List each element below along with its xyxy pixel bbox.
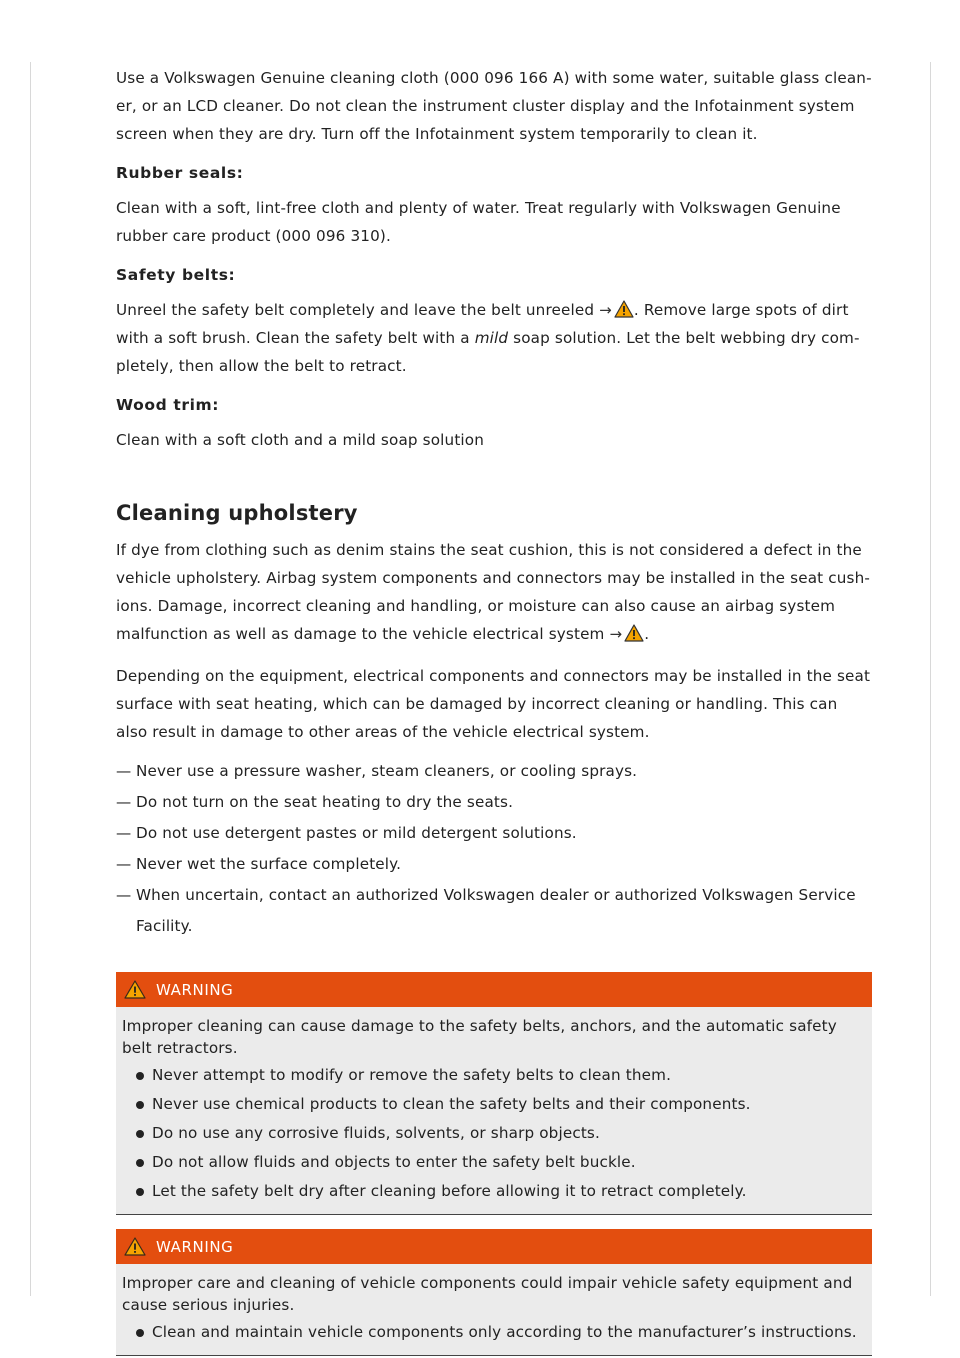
- warning-label: WARNING: [156, 1237, 234, 1256]
- upholstery-steps-list: [116, 756, 872, 942]
- cleaning-cloth-paragraph: Use a Volkswagen Genuine cleaning cloth (000 096 166 A) with some water, suitable glass cleaner, or an LCD cleaner. Do not clean the instrument cluster display and the Infotainment system screen when they are dry. Turn off the Infotainment system temporarily to clean it.: [116, 69, 872, 143]
- list-item: — Never use a pressure washer, steam cleaners, or cooling sprays.: [116, 762, 638, 780]
- reference-arrow-icon: →: [599, 301, 612, 319]
- warning-text: Improper care and cleaning of vehicle components could impair vehicle safety equipment and cause serious injuries.: [122, 1274, 853, 1314]
- warning-triangle-icon[interactable]: [614, 300, 634, 318]
- list-item: Never use chemical products to clean the safety belts and their components.: [136, 1090, 862, 1119]
- list-item: Let the safety belt dry after cleaning before allowing it to retract completely.: [136, 1177, 862, 1206]
- safety-belts-heading: Safety belts:: [116, 266, 236, 284]
- reference-arrow-icon: →: [609, 625, 623, 643]
- cleaning-upholstery-title: Cleaning upholstery: [116, 501, 358, 525]
- list-item: Clean and maintain vehicle components only according to the manufacturer’s instructions.: [136, 1318, 862, 1347]
- wood-trim-heading: Wood trim:: [116, 396, 220, 414]
- warning-body: [116, 1007, 872, 1214]
- warning-triangle-icon: [124, 980, 146, 999]
- safety-belts-text: Unreel the safety belt completely and leave the belt unreeled → . Remove large spots of dirt with a soft brush. Clean the safety belt with a mild soap solution. Let the belt webbing dry completely, then allow the belt to retract.: [116, 301, 860, 375]
- rubber-seals-heading: Rubber seals:: [116, 164, 244, 182]
- warning-header: [116, 972, 872, 1007]
- upholstery-paragraph-2: Depending on the equipment, electrical components and connectors may be installed in the seat surface with seat heating, which can be damaged by incorrect cleaning or handling. This can also result in damage to other areas of the vehicle electrical system.: [116, 667, 871, 741]
- list-item: — Never wet the surface completely.: [116, 855, 402, 873]
- list-item: — Do not turn on the seat heating to dry the seats.: [116, 793, 514, 811]
- warning-triangle-icon[interactable]: [624, 624, 644, 642]
- warning-box: [116, 1229, 872, 1356]
- warning-box: [116, 972, 872, 1215]
- warning-block-2: [0, 1229, 872, 1356]
- wood-trim-text: Clean with a soft cloth and a mild soap solution: [116, 431, 485, 449]
- mild-emphasis: mild: [474, 329, 509, 347]
- list-item: Never attempt to modify or remove the safety belts to clean them.: [136, 1061, 862, 1090]
- right-margin-rule: [930, 62, 931, 1296]
- upholstery-paragraph-1: If dye from clothing such as denim stains the seat cushion, this is not considered a defect in the vehicle upholstery. Airbag system components and connectors may be installed in the seat cushions. Damage, incorrect cleaning and handling, or moisture can also cause an airbag system malfunction as well as damage to the vehicle electrical system → .: [116, 541, 870, 643]
- warning-header: [116, 1229, 872, 1264]
- warning-block-1: [0, 972, 872, 1215]
- list-item: Do no use any corrosive fluids, solvents, or sharp objects.: [136, 1119, 862, 1148]
- rubber-seals-text: Clean with a soft, lint-free cloth and plenty of water. Treat regularly with Volkswagen Genuine rubber care product (000 096 310).: [116, 199, 841, 245]
- list-item: — When uncertain, contact an authorized Volkswagen dealer or authorized Volkswagen Service Facility.: [116, 886, 856, 935]
- warning-triangle-icon: [124, 1237, 146, 1256]
- list-item: Do not allow fluids and objects to enter the safety belt buckle.: [136, 1148, 862, 1177]
- warning-text: Improper cleaning can cause damage to the safety belts, anchors, and the automatic safety belt retractors.: [122, 1017, 837, 1057]
- warning-label: WARNING: [156, 980, 234, 999]
- warning-body: [116, 1264, 872, 1355]
- page-content: [116, 64, 872, 1356]
- warning-bullets: [122, 1318, 862, 1347]
- warning-bullets: [122, 1061, 862, 1206]
- list-item: — Do not use detergent pastes or mild detergent solutions.: [116, 824, 577, 842]
